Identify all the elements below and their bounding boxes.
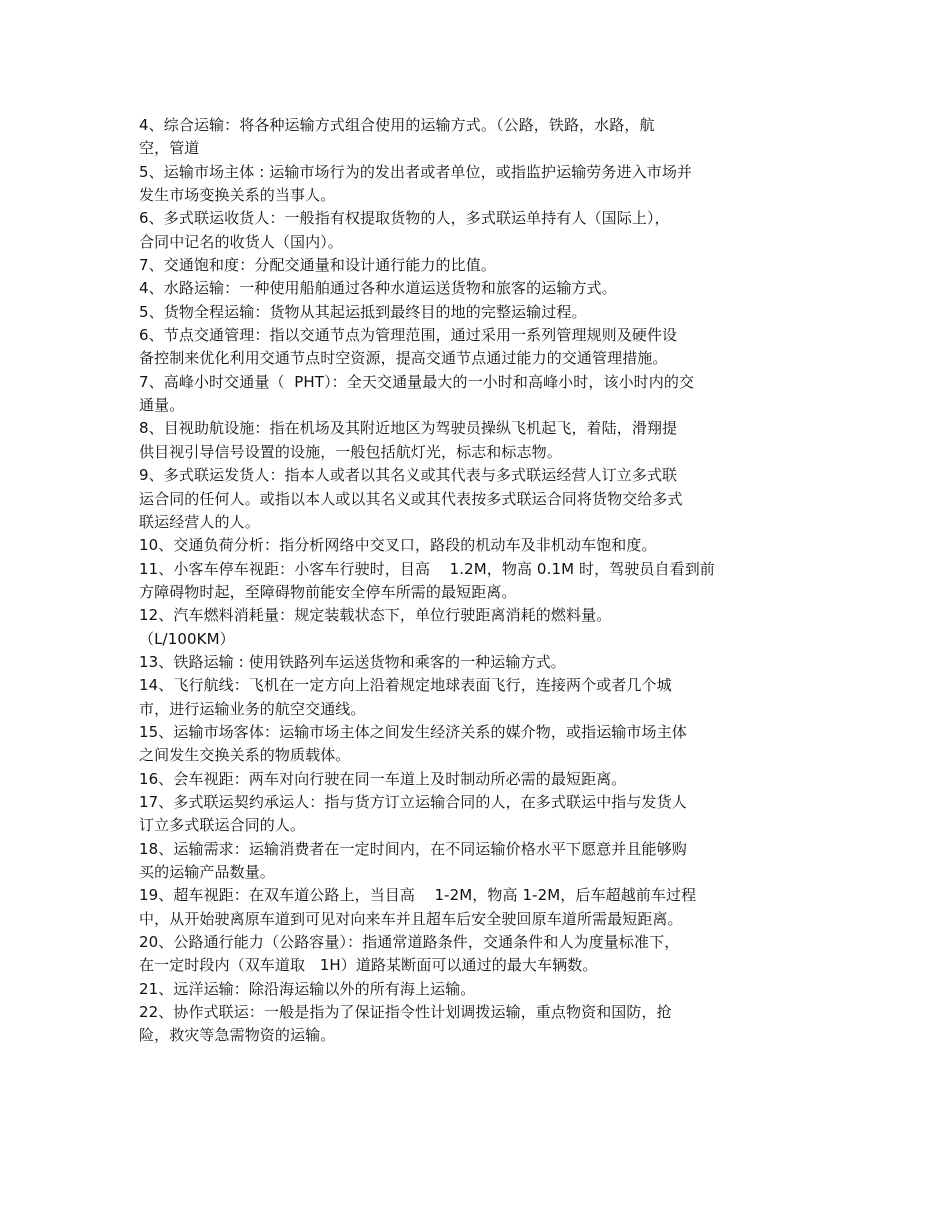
text-line: 13、铁路运输 : 使用铁路列车运送货物和乘客的一种运输方式。 <box>139 652 566 671</box>
text-line: 11、小客车停车视距：小客车行驶时，目高 1.2M，物高 0.1M 时，驾驶员自看到前 <box>139 559 715 578</box>
text-line: 备控制来优化利用交通节点时空资源，提高交通节点通过能力的交通管理措施。 <box>139 349 668 368</box>
text-line: 供目视引导信号设置的设施，一般包括航灯光，标志和标志物。 <box>139 442 562 461</box>
text-line: 7、高峰小时交通量（ PHT）：全天交通量最大的一小时和高峰小时，该小时内的交 <box>139 372 695 391</box>
text-line: 12、汽车燃料消耗量：规定装载状态下，单位行驶距离消耗的燃料量。 <box>139 606 612 625</box>
text-line: 运合同的任何人。或指以本人或以其名义或其代表按多式联运合同将货物交给多式 <box>139 489 683 508</box>
text-line: 4、水路运输：一种使用船舶通过各种水道运送货物和旅客的运输方式。 <box>139 279 617 298</box>
text-line: 22、协作式联运：一般是指为了保证指令性计划调拨运输，重点物资和国防，抢 <box>139 1003 672 1022</box>
text-line: 4、综合运输：将各种运输方式组合使用的运输方式。（公路，铁路，水路，航 <box>139 116 655 134</box>
text-line: 19、超车视距：在双车道公路上，当目高 1-2M，物高 1-2M，后车超越前车过程 <box>139 886 697 905</box>
text-line: 14、飞行航线：飞机在一定方向上沿着规定地球表面飞行，连接两个或者几个城 <box>139 676 672 695</box>
text-line: 18、运输需求：运输消费者在一定时间内，在不同运输价格水平下愿意并且能够购 <box>139 839 687 858</box>
text-line: 之间发生交换关系的物质载体。 <box>139 746 351 765</box>
text-line: 9、多式联运发货人：指本人或者以其名义或其代表与多式联运经营人订立多式联 <box>139 466 678 485</box>
text-line: 订立多式联运合同的人。 <box>139 816 306 835</box>
text-line: 发生市场变换关系的当事人。 <box>139 186 336 205</box>
text-line: 空，管道 <box>139 139 200 158</box>
text-line: 5、运输市场主体 : 运输市场行为的发出者或者单位，或指监护运输劳务进入市场并 <box>139 162 693 181</box>
text-line: 16、会车视距：两车对向行驶在同一车道上及时制动所必需的最短距离。 <box>139 769 627 788</box>
text-line: 合同中记名的收货人（国内）。 <box>139 232 343 251</box>
text-line: 5、货物全程运输：货物从其起运抵到最终目的地的完整运输过程。 <box>139 302 587 321</box>
text-line: 6、节点交通管理：指以交通节点为管理范围，通过采用一系列管理规则及硬件设 <box>139 326 678 345</box>
text-line: 通量。 <box>139 396 185 415</box>
text-line: 17、多式联运契约承运人：指与货方订立运输合同的人，在多式联运中指与发货人 <box>139 792 687 811</box>
document-body <box>139 114 839 1048</box>
text-line: 中，从开始驶离原车道到可见对向来车并且超车后安全驶回原车道所需最短距离。 <box>139 909 683 928</box>
text-line: 买的运输产品数量。 <box>139 863 275 881</box>
text-line: （L/100KM） <box>139 629 235 648</box>
text-line: 在一定时段内（双车道取 1H）道路某断面可以通过的最大车辆数。 <box>139 956 598 975</box>
text-line: 6、多式联运收货人：一般指有权提取货物的人，多式联运单持有人（国际上）， <box>139 209 670 228</box>
text-line: 8、目视助航设施：指在机场及其附近地区为驾驶员操纵飞机起飞，着陆，滑翔提 <box>139 419 678 438</box>
text-line: 险，救灾等急需物资的运输。 <box>139 1026 336 1045</box>
text-line: 7、交通饱和度：分配交通量和设计通行能力的比值。 <box>139 256 496 275</box>
text-line: 21、远洋运输：除沿海运输以外的所有海上运输。 <box>139 979 476 998</box>
text-line: 15、运输市场客体：运输市场主体之间发生经济关系的媒介物，或指运输市场主体 <box>139 722 687 741</box>
text-line: 20、公路通行能力（公路容量）：指通常道路条件，交通条件和人为度量标准下， <box>139 933 680 952</box>
text-line: 联运经营人的人。 <box>139 512 260 531</box>
text-line: 10、交通负荷分析：指分析网络中交叉口，路段的机动车及非机动车饱和度。 <box>139 536 657 555</box>
text-line: 市，进行运输业务的航空交通线。 <box>139 699 366 718</box>
text-line: 方障碍物时起，至障碍物前能安全停车所需的最短距离。 <box>139 582 517 601</box>
